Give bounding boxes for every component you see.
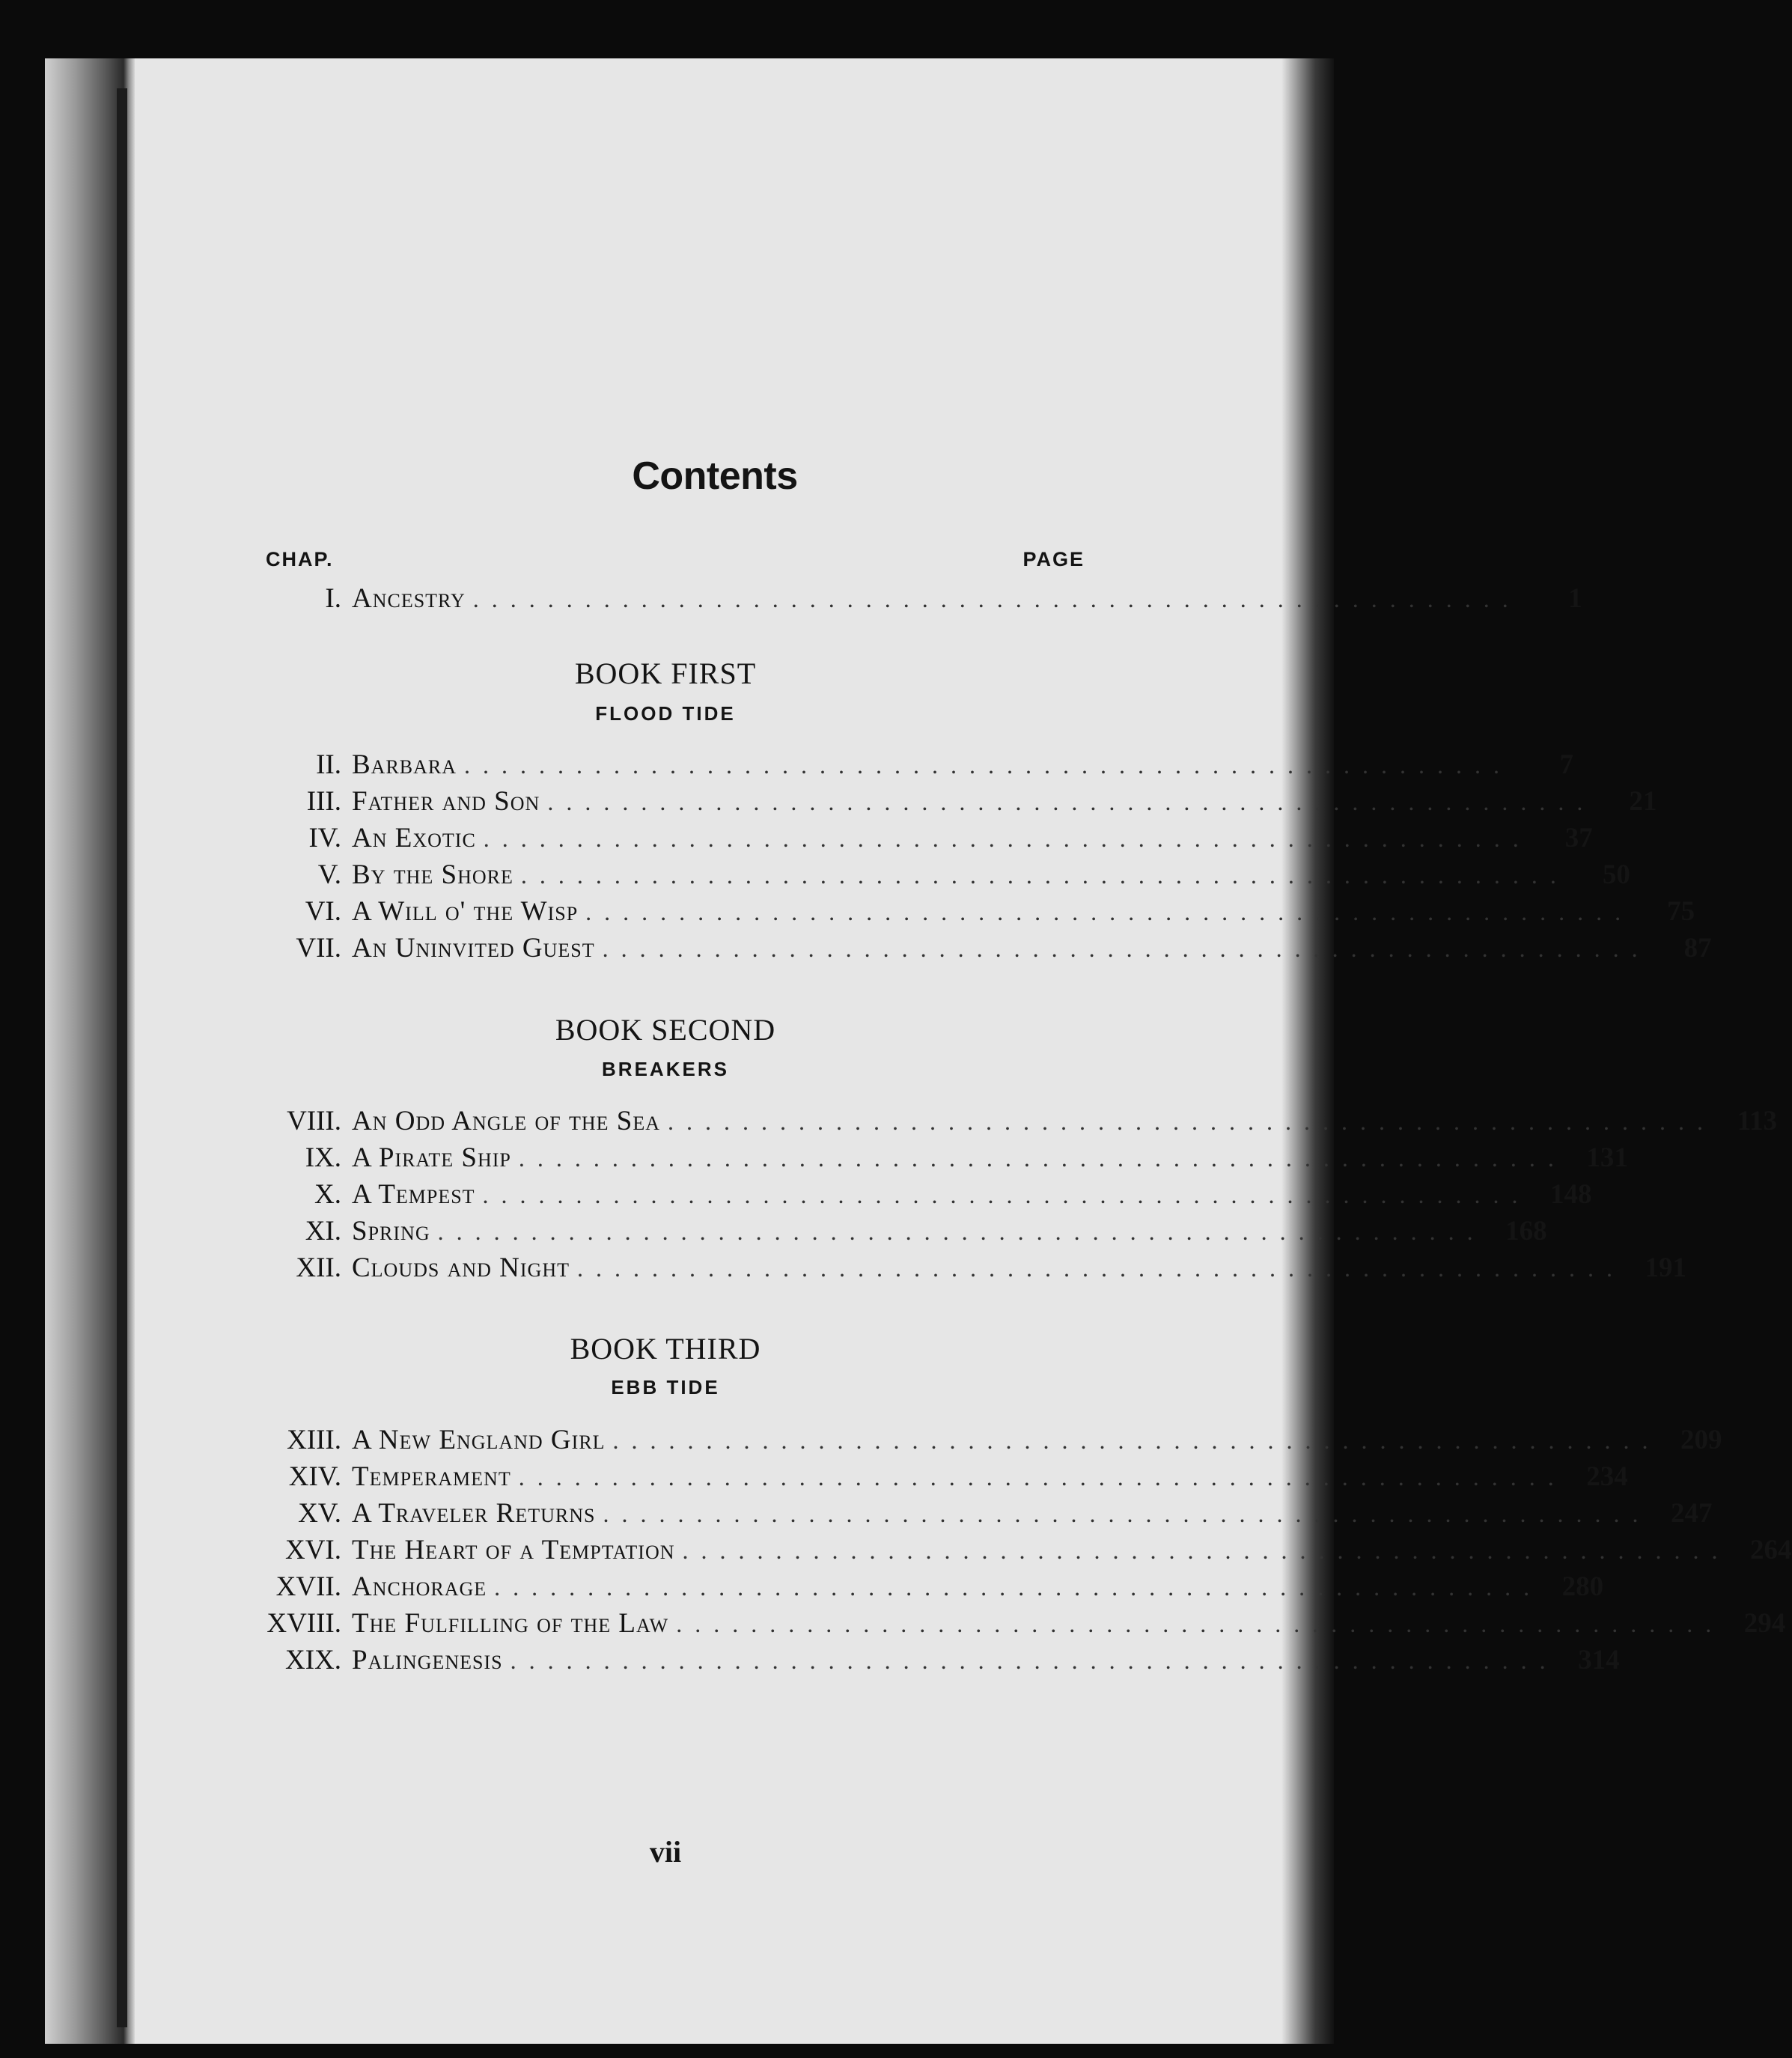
dot-leader: ........................................................ [676, 1610, 1725, 1637]
chapter-number: IX. [305, 1142, 341, 1173]
page-number: 50 [1602, 859, 1630, 890]
chap-column-header: CHAP. [266, 548, 334, 570]
chapter-number: X. [314, 1179, 341, 1210]
page-number: 247 [1670, 1498, 1713, 1529]
toc-entry[interactable] [225, 1461, 1628, 1498]
chapter-number: VI. [305, 896, 341, 927]
chapter-title: Barbara [352, 749, 457, 780]
page-number: 7 [1559, 749, 1574, 780]
dot-leader: ........................................................ [472, 585, 1521, 612]
chapter-title: An Exotic [352, 823, 476, 853]
page-number: 37 [1564, 823, 1593, 853]
toc-entry[interactable] [225, 895, 1695, 933]
toc-entry[interactable] [225, 1534, 1792, 1571]
toc-entry[interactable] [225, 749, 1574, 786]
chapter-title: A New England Girl [352, 1425, 606, 1455]
page-number: 280 [1561, 1571, 1604, 1602]
dot-leader: ........................................................ [520, 862, 1569, 889]
chapter-number: III. [306, 786, 341, 817]
page-number: 234 [1586, 1461, 1628, 1492]
toc-entry[interactable] [225, 1252, 1686, 1289]
chapter-number: XVI. [284, 1535, 341, 1565]
chapter-title: Ancestry [352, 583, 466, 614]
toc-entry[interactable] [225, 1607, 1786, 1645]
chapter-number: I. [325, 583, 341, 614]
dot-leader: ........................................................ [602, 935, 1651, 962]
chapter-number: XIV. [288, 1461, 341, 1492]
toc-entry[interactable] [225, 785, 1657, 823]
book-subtitle: BREAKERS [602, 1058, 729, 1080]
dot-leader: ........................................................ [437, 1218, 1486, 1245]
chapter-title: Anchorage [352, 1571, 487, 1602]
book-heading: BOOK THIRD [570, 1332, 761, 1366]
chapter-number: IV. [308, 823, 341, 853]
dot-leader: ........................................................ [494, 1574, 1543, 1601]
book-subtitle: FLOOD TIDE [595, 702, 736, 725]
chapter-title: An Odd Angle of the Sea [352, 1106, 661, 1136]
chapter-number: XIX. [284, 1645, 341, 1675]
chapter-number: XVIII. [266, 1608, 341, 1639]
page-number: 314 [1578, 1645, 1620, 1675]
chapter-title: Temperament [352, 1461, 511, 1492]
page-number: 209 [1680, 1425, 1722, 1455]
chapter-number: XI. [305, 1216, 341, 1246]
page-title: Contents [632, 454, 798, 498]
dot-leader: ........................................................ [668, 1108, 1716, 1135]
toc-entry[interactable] [225, 1142, 1628, 1179]
page-number: 87 [1683, 933, 1712, 963]
dot-leader: ........................................................ [510, 1647, 1558, 1674]
toc-entry[interactable] [225, 1497, 1713, 1535]
book-page [45, 58, 1334, 2044]
chapter-title: Clouds and Night [352, 1252, 570, 1283]
toc-entry[interactable] [225, 1215, 1547, 1252]
page-folio: vii [649, 1835, 682, 1869]
book-subtitle: EBB TIDE [611, 1376, 720, 1398]
page-number: 1 [1568, 583, 1582, 614]
page-number: 21 [1629, 786, 1657, 817]
page-edge-shadow [1281, 58, 1334, 2044]
chapter-number: VIII. [287, 1106, 341, 1136]
chapter-number: XV. [298, 1498, 341, 1529]
page-number: 131 [1586, 1142, 1628, 1173]
dot-leader: ........................................................ [612, 1427, 1661, 1454]
toc-entry[interactable] [225, 822, 1593, 859]
dot-leader: ........................................................ [518, 1464, 1567, 1491]
toc-entry[interactable] [225, 1571, 1604, 1608]
toc-entry[interactable] [225, 932, 1712, 969]
dot-leader: ........................................................ [682, 1537, 1731, 1564]
page-number: 148 [1550, 1179, 1592, 1210]
toc-entry[interactable] [225, 1644, 1620, 1681]
chapter-title: By the Shore [352, 859, 513, 890]
chapter-title: The Heart of a Temptation [352, 1535, 675, 1565]
chapter-title: Spring [352, 1216, 430, 1246]
dot-leader: ........................................................ [483, 825, 1532, 852]
book-heading: BOOK SECOND [555, 1013, 776, 1047]
page-number: 168 [1505, 1216, 1547, 1246]
page-column-header: PAGE [1023, 548, 1085, 570]
chapter-title: A Will o' the Wisp [352, 896, 579, 927]
dot-leader: ........................................................ [464, 752, 1513, 779]
dot-leader: ........................................................ [518, 1145, 1567, 1172]
chapter-title: Father and Son [352, 786, 540, 817]
chapter-title: A Pirate Ship [352, 1142, 511, 1173]
toc-entry[interactable] [225, 859, 1630, 896]
page-number: 113 [1737, 1106, 1778, 1136]
page-number: 75 [1667, 896, 1695, 927]
chapter-title: The Fulfilling of the Law [352, 1608, 669, 1639]
dot-leader: ........................................................ [603, 1500, 1651, 1527]
chapter-number: XIII. [287, 1425, 341, 1455]
chapter-title: A Tempest [352, 1179, 475, 1210]
chapter-number: II. [316, 749, 341, 780]
chapter-number: V. [317, 859, 341, 890]
dot-leader: ........................................................ [547, 788, 1596, 815]
chapter-title: An Uninvited Guest [352, 933, 595, 963]
chapter-number: XII. [296, 1252, 341, 1283]
dot-leader: ........................................................ [585, 898, 1634, 925]
toc-entry[interactable] [225, 582, 1582, 620]
dot-leader: ........................................................ [577, 1255, 1625, 1282]
chapter-number: VII. [296, 933, 341, 963]
page-number: 191 [1645, 1252, 1686, 1283]
toc-entry[interactable] [225, 1178, 1592, 1216]
page-number: 264 [1750, 1535, 1792, 1565]
dot-leader: ........................................................ [482, 1181, 1531, 1208]
chapter-title: A Traveler Returns [352, 1498, 596, 1529]
toc-entry[interactable] [225, 1424, 1722, 1461]
chapter-title: Palingenesis [352, 1645, 503, 1675]
toc-entry[interactable] [225, 1105, 1778, 1142]
book-heading: BOOK FIRST [574, 657, 757, 690]
page-number: 294 [1743, 1608, 1786, 1639]
chapter-number: XVII. [275, 1571, 341, 1602]
